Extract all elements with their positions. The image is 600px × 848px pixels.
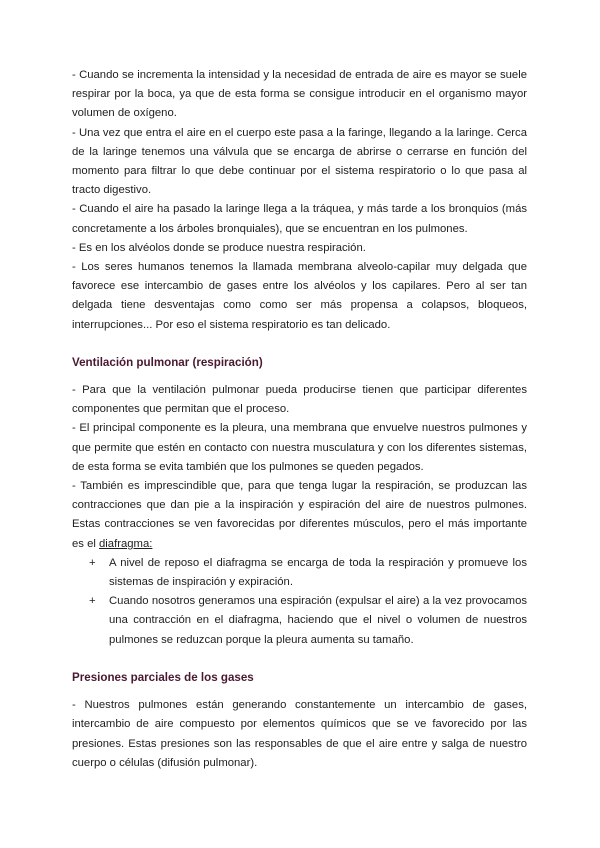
list-item bbox=[72, 554, 527, 592]
section-heading-ventilacion: Ventilación pulmonar (respiración) bbox=[72, 355, 263, 369]
section-ventilacion-body bbox=[72, 381, 527, 650]
diaphragm-list bbox=[72, 554, 527, 650]
section-heading-presiones: Presiones parciales de los gases bbox=[72, 670, 254, 684]
body-paragraph: - Cuando se incrementa la intensidad y la necesidad de entrada de aire es mayor se suele respirar por la boca, ya que de esta forma se consigue introducir en el organismo mayor volumen de oxígeno. bbox=[72, 69, 527, 120]
body-paragraph: - Cuando el aire ha pasado la laringe llega a la tráquea, y más tarde a los bronquios (más concretamente a los árboles bronquiales), que se encuentran en los pulmones. bbox=[72, 203, 527, 235]
body-paragraph: - Nuestros pulmones están generando constantemente un intercambio de gases, intercambio de aire compuesto por elementos químicos que se ve favorecido por las presiones. Estas presiones son las responsables de que el aire entre y salga de nuestro cuerpo o células (difusión pulmonar). bbox=[72, 699, 527, 769]
body-paragraph-muscles bbox=[72, 477, 527, 554]
body-paragraph: - Para que la ventilación pulmonar pueda producirse tienen que participar diferentes componentes que permitan que el proceso. bbox=[72, 384, 527, 416]
document-page bbox=[72, 66, 527, 773]
section-presiones-body bbox=[72, 696, 527, 773]
list-item bbox=[72, 592, 527, 650]
diaphragm-label: diafragma: bbox=[99, 537, 153, 550]
body-paragraph: - Es en los alvéolos donde se produce nuestra respiración. bbox=[72, 241, 366, 254]
plus-bullet-icon: + bbox=[89, 595, 96, 608]
body-paragraph: - Una vez que entra el aire en el cuerpo este pasa a la faringe, llegando a la laringe. Cerca de la laringe tenemos una válvula que se encarga de abrirse o cerrarse en función del momento para filtrar lo que debe continuar por el sistema respiratorio o lo que pasa al tracto digestivo. bbox=[72, 126, 527, 197]
list-item-text: Cuando nosotros generamos una espiración (expulsar el aire) a la vez provocamos una contracción en el diafragma, haciendo que el nivel o volumen de nuestros pulmones se reduzcan porque la pleura aumenta su tamaño. bbox=[109, 595, 527, 646]
list-item-text: A nivel de reposo el diafragma se encarga de toda la respiración y promueve los sistemas de inspiración y expiración. bbox=[109, 556, 527, 589]
plus-bullet-icon: + bbox=[89, 556, 96, 569]
body-paragraph: - El principal componente es la pleura, una membrana que envuelve nuestros pulmones y que permite que estén en contacto con nuestra musculatura y con los diferentes sistemas, de esta forma se evita también que los pulmones se queden pegados. bbox=[72, 422, 527, 473]
muscles-text: - También es imprescindible que, para que tenga lugar la respiración, se produzcan las contracciones que dan pie a la inspiración y espiración del aire de nuestros pulmones. Estas contracciones se ven favorecidas por diferentes músculos, pero el más importante es el bbox=[72, 480, 527, 550]
body-paragraph: - Los seres humanos tenemos la llamada membrana alveolo-capilar muy delgada que favorece ese intercambio de gases entre los alvéolos y los capilares. Pero al ser tan delgada tiene desventajas como como ser más propensa a colapsos, bloqueos, interrupciones... Por eso el sistema respiratorio es tan delicado. bbox=[72, 261, 527, 331]
